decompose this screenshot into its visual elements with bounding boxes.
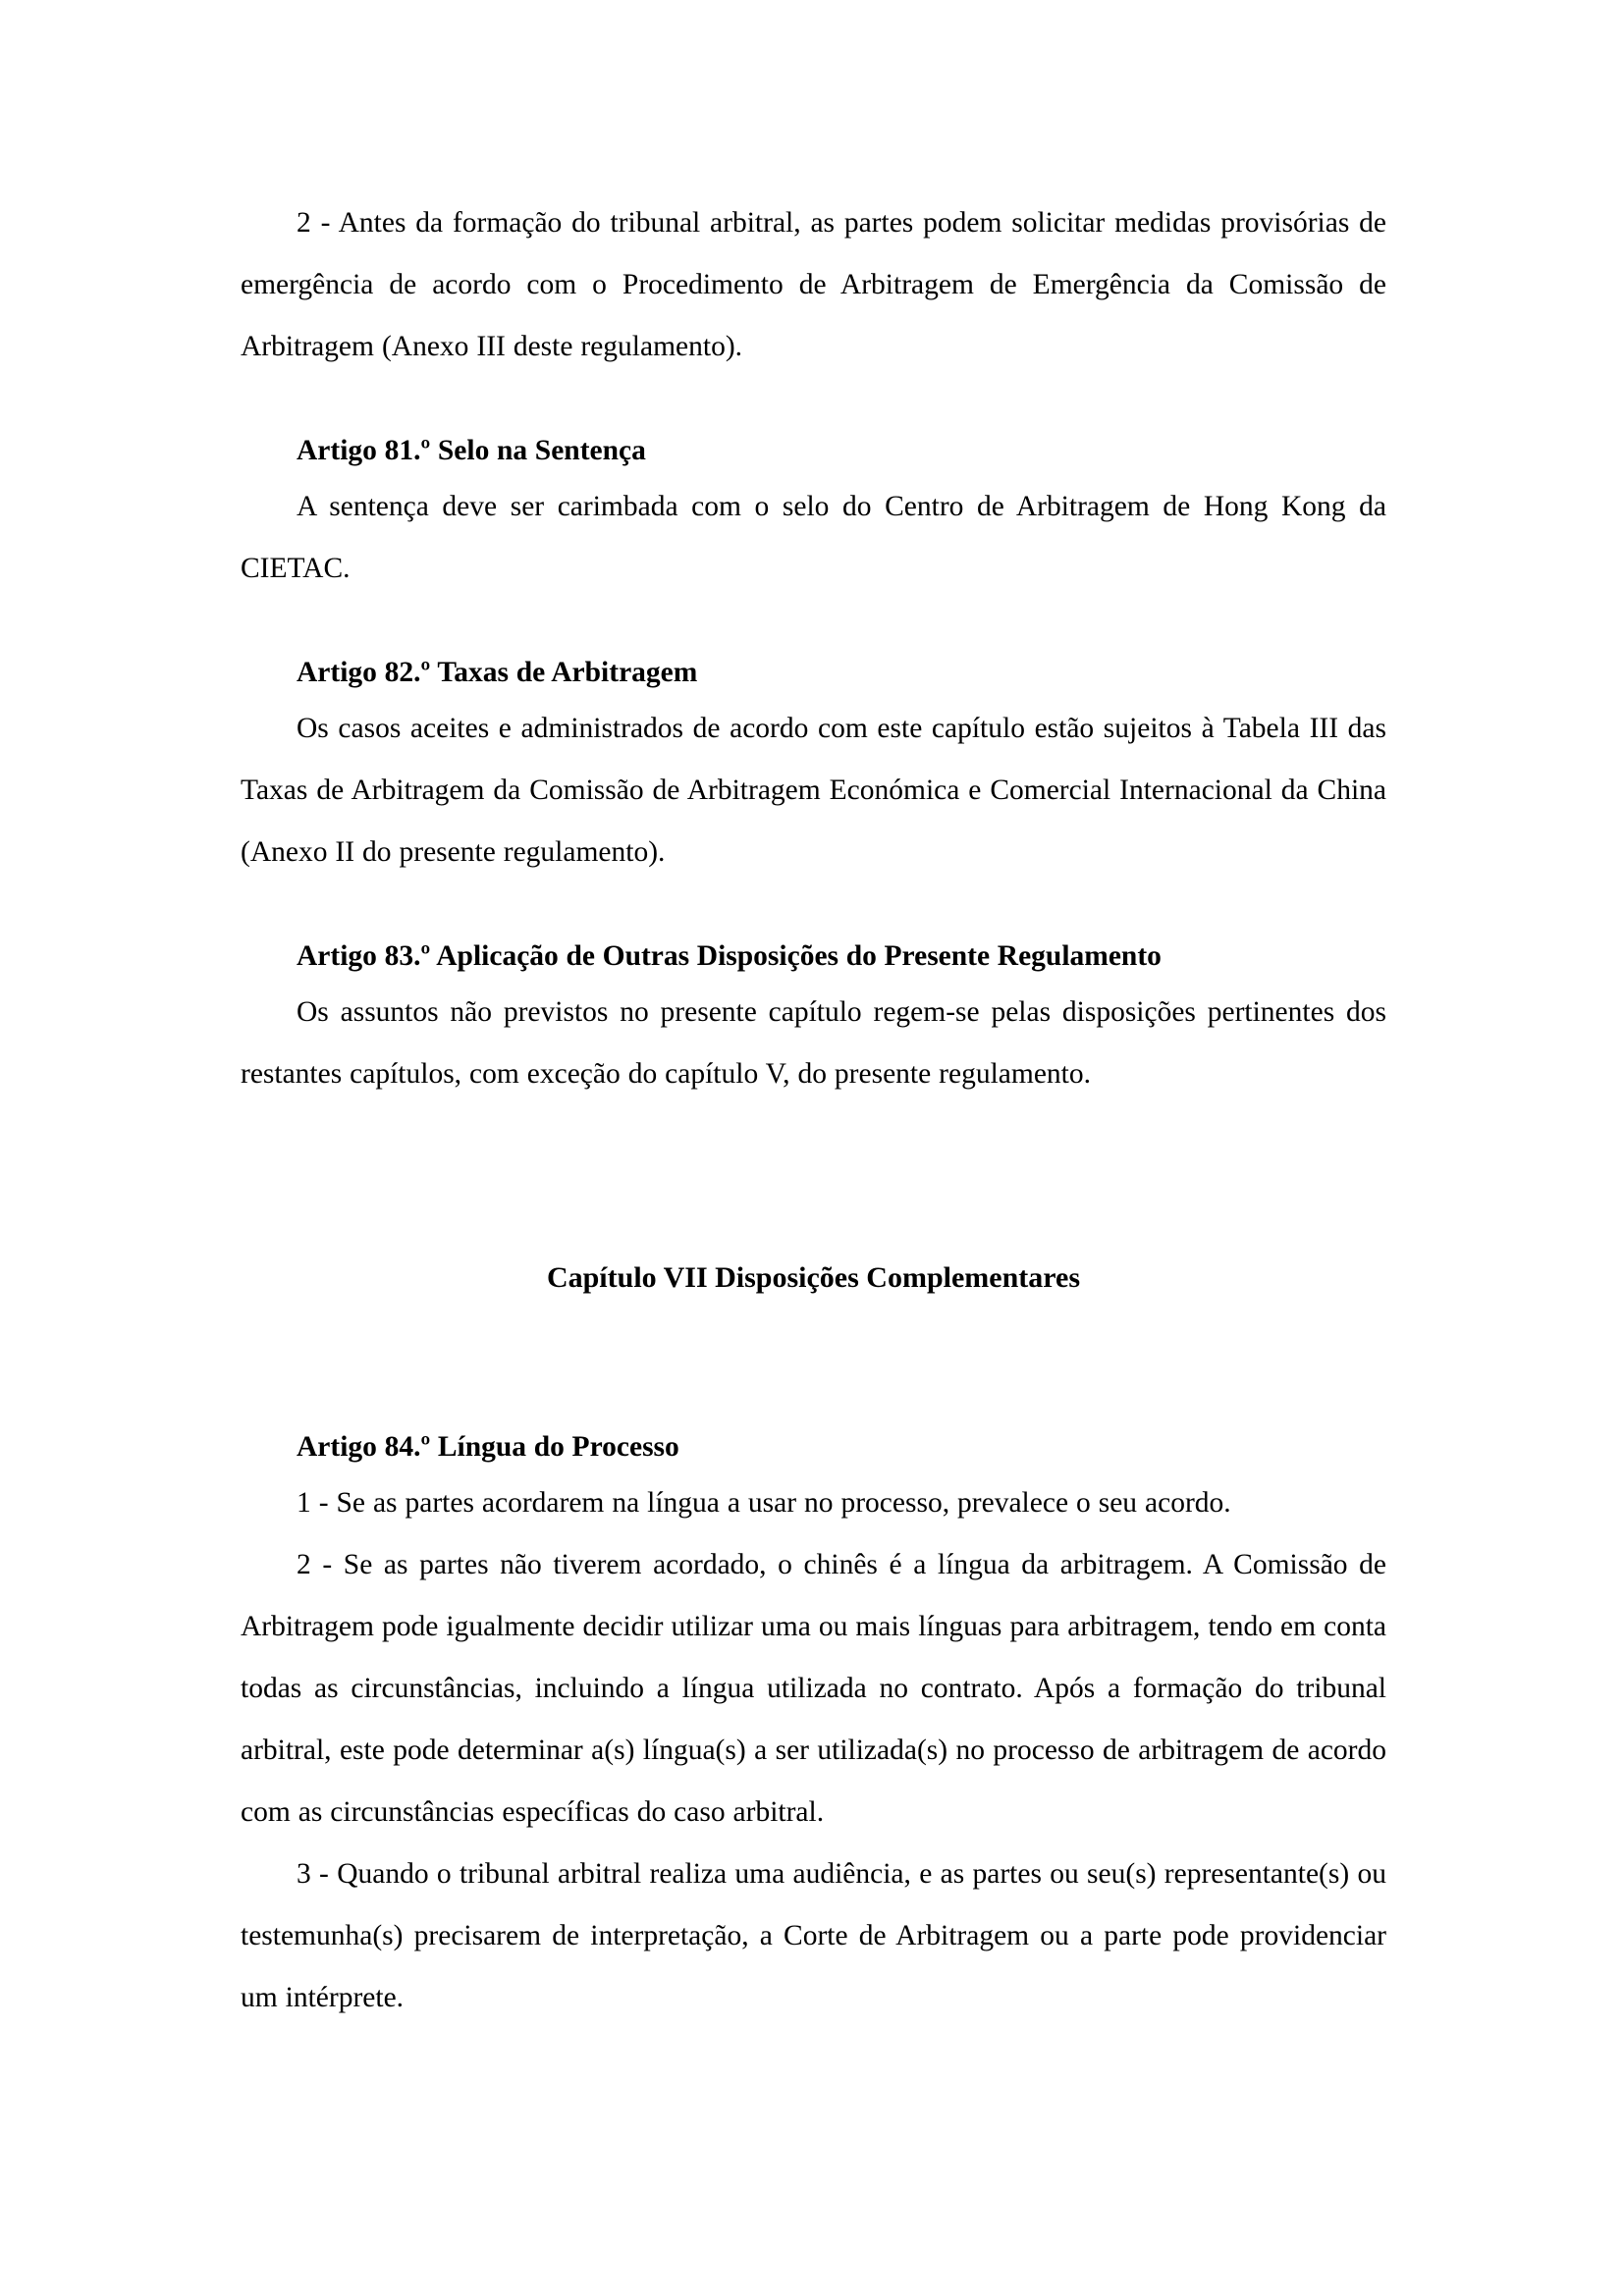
- heading-article-84: Artigo 84.º Língua do Processo: [297, 1431, 679, 1463]
- document-text-column: [241, 192, 1386, 2029]
- paragraph-article-84-item-2: 2 - Se as partes não tiverem acordado, o chinês é a língua da arbitragem. A Comissão de Arbitragem pode igualmente decidir utilizar uma ou mais línguas para arbitragem, tendo em conta todas as circunstâncias, incluindo a língua utilizada no contrato. Após a formação do tribunal arbitral, este pode determinar a(s) língua(s) a ser utilizada(s) no processo de arbitragem de acordo com as circunstâncias específicas do caso arbitral.: [241, 1549, 1386, 1828]
- spacer: [241, 600, 1386, 647]
- spacer: [241, 1105, 1386, 1253]
- paragraph-article-84-item-1: 1 - Se as partes acordarem na língua a usar no processo, prevalece o seu acordo.: [297, 1487, 1231, 1519]
- heading-article-82: Artigo 82.º Taxas de Arbitragem: [297, 657, 698, 688]
- heading-article-83: Artigo 83.º Aplicação de Outras Disposições do Presente Regulamento: [297, 940, 1162, 972]
- paragraph-article-83-body: Os assuntos não previstos no presente capítulo regem-se pelas disposições pertinentes dos restantes capítulos, com exceção do capítulo V, do presente regulamento.: [241, 996, 1386, 1090]
- paragraph-article-82-body: Os casos aceites e administrados de acordo com este capítulo estão sujeitos à Tabela III das Taxas de Arbitragem da Comissão de Arbitragem Económica e Comercial Internacional da China (Anexo II do presente regulamento).: [241, 713, 1386, 868]
- paragraph-article-80-item-2: 2 - Antes da formação do tribunal arbitral, as partes podem solicitar medidas provisórias de emergência de acordo com o Procedimento de Arbitragem de Emergência da Comissão de Arbitragem (Anexo III deste regulamento).: [241, 207, 1386, 362]
- paragraph-article-84-item-3: 3 - Quando o tribunal arbitral realiza uma audiência, e as partes ou seu(s) representante(s) ou testemunha(s) precisarem de interpretação, a Corte de Arbitragem ou a parte pode providenciar um intérprete.: [241, 1858, 1386, 2013]
- spacer: [241, 378, 1386, 425]
- heading-chapter-7: Capítulo VII Disposições Complementares: [546, 1261, 1081, 1294]
- paragraph-article-81-body: A sentença deve ser carimbada com o selo do Centro de Arbitragem de Hong Kong da CIETAC.: [241, 491, 1386, 584]
- heading-article-81: Artigo 81.º Selo na Sentença: [297, 435, 646, 466]
- spacer: [241, 883, 1386, 931]
- spacer: [241, 1304, 1386, 1421]
